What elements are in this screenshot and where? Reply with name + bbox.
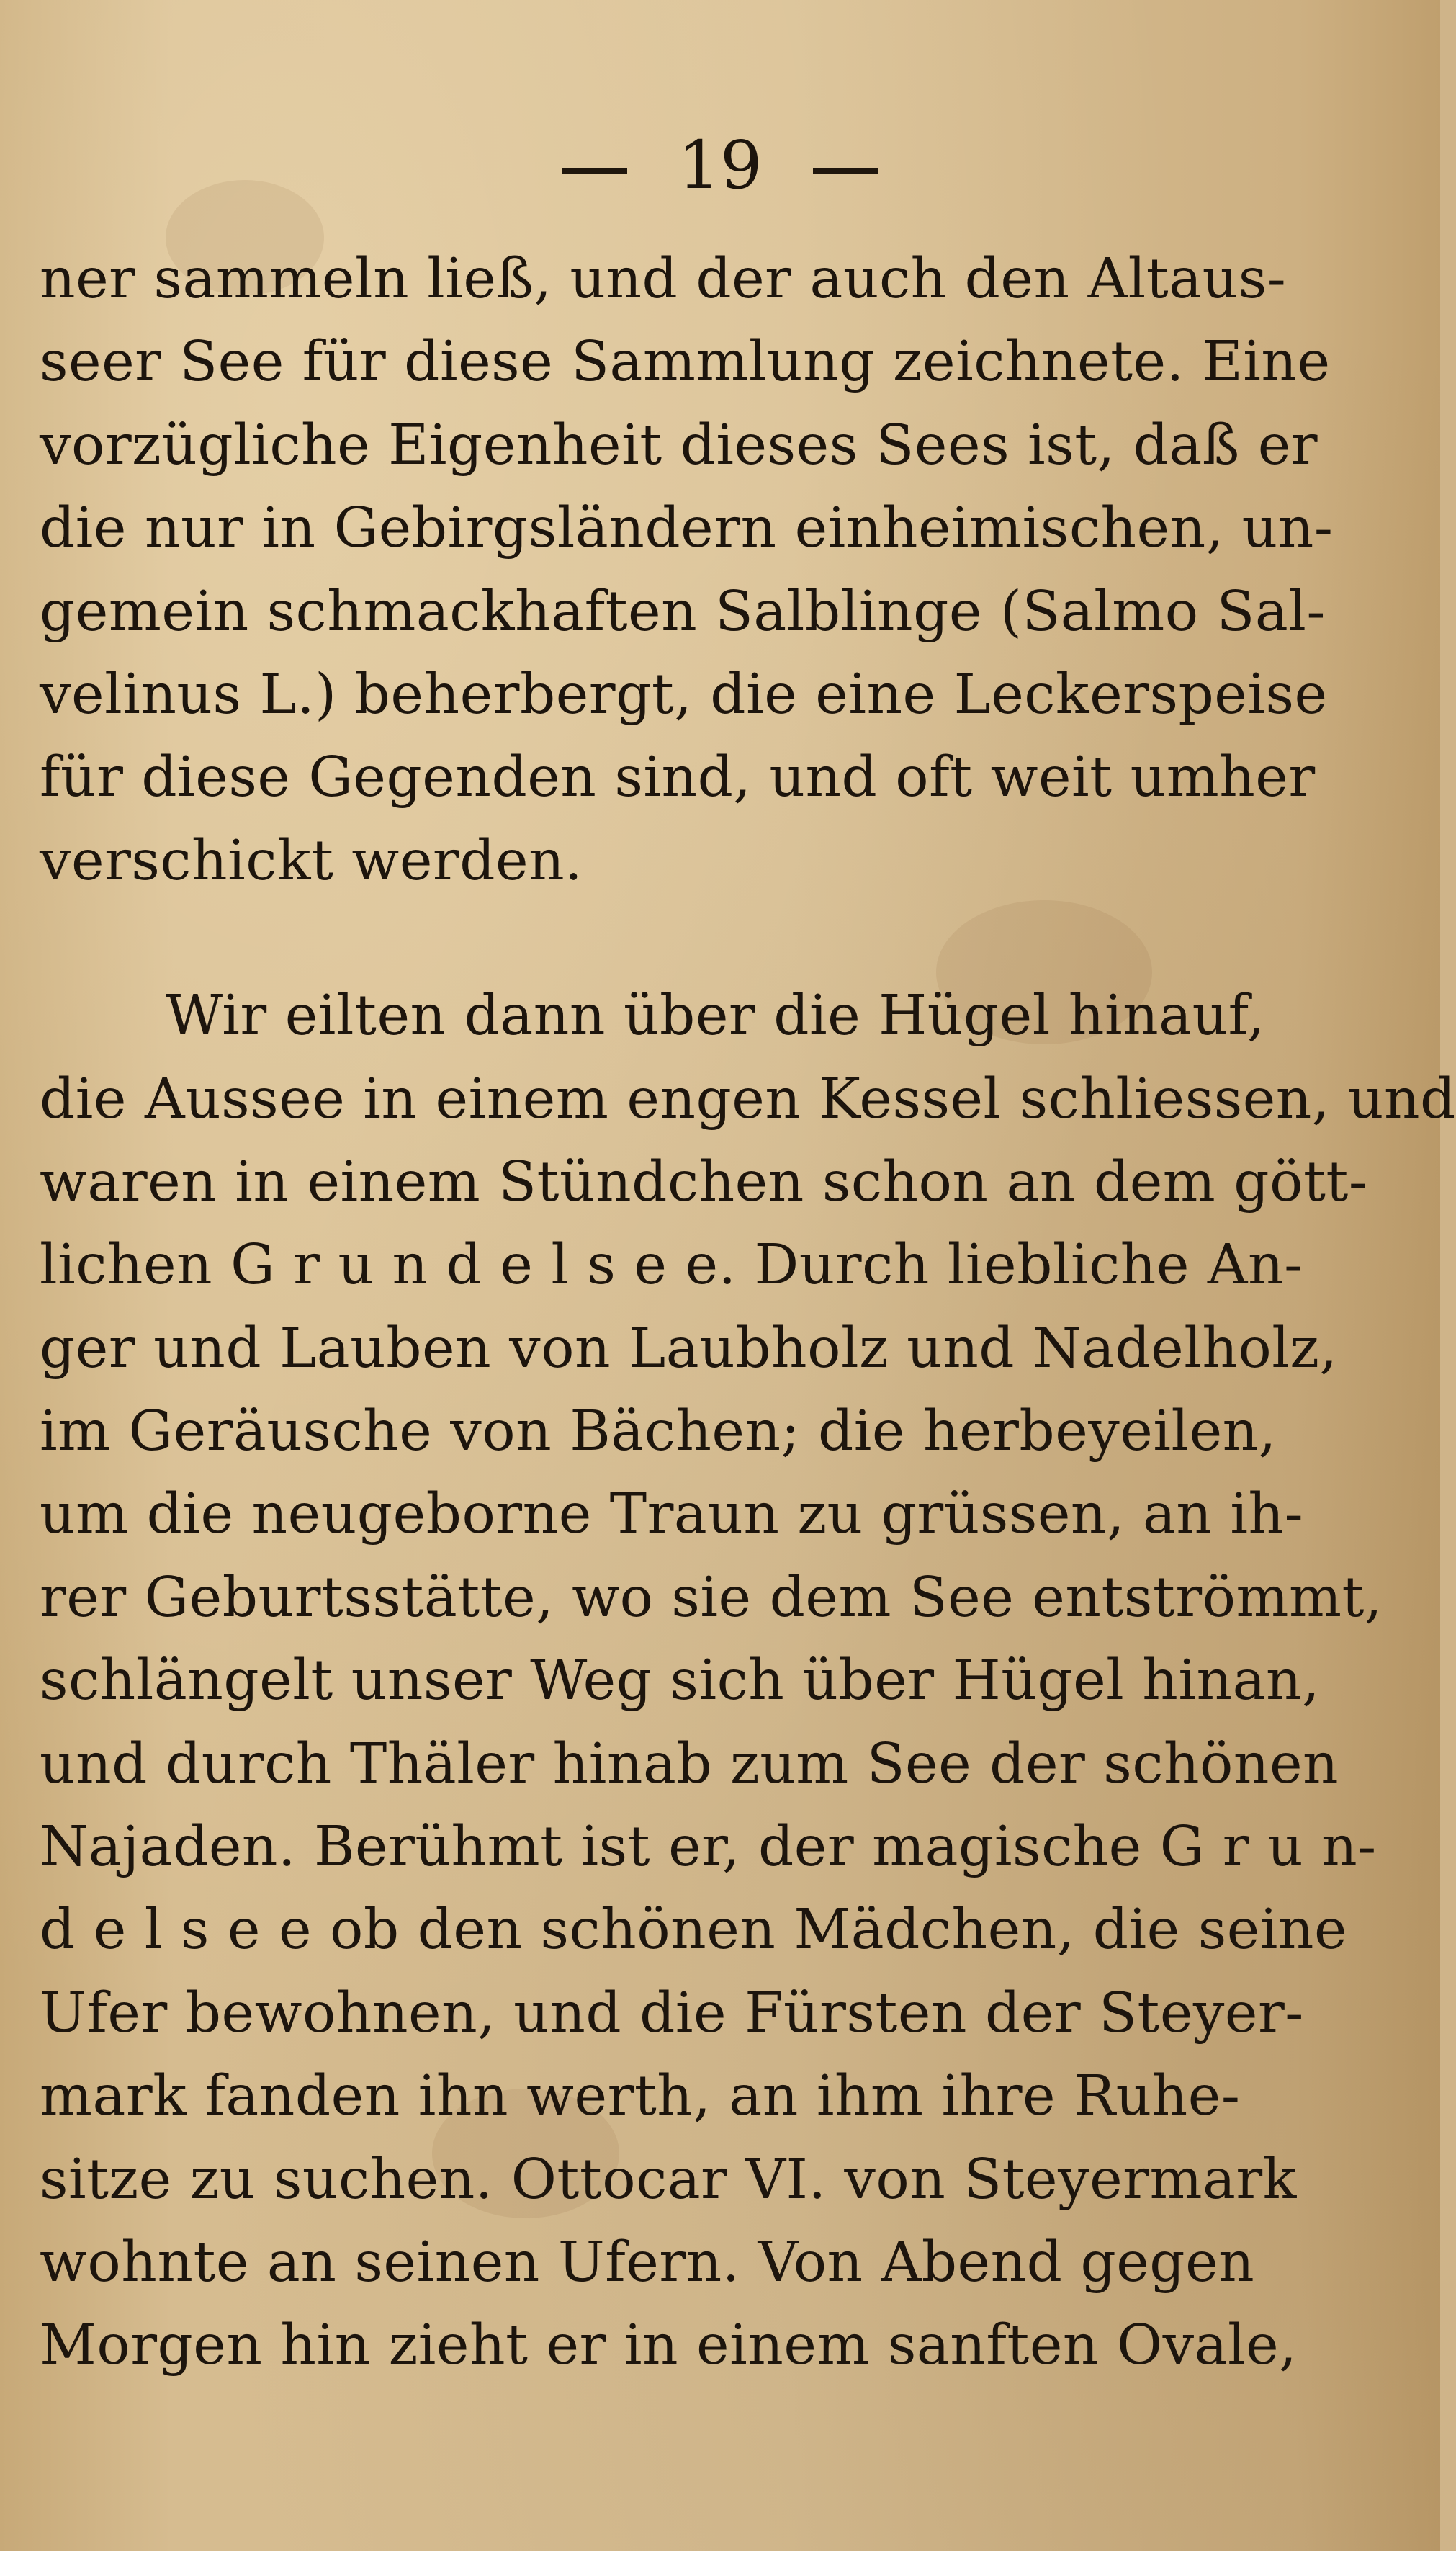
text-line: die Aussee in einem engen Kessel schliessen, und	[40, 1067, 1456, 1131]
text-line: um die neugeborne Traun zu grüssen, an ih-	[40, 1482, 1304, 1547]
text-line: rer Geburtsstätte, wo sie dem See entströmmt,	[40, 1565, 1383, 1630]
header-dash-left	[562, 168, 627, 174]
page-header	[0, 126, 1440, 205]
text-line: vorzügliche Eigenheit dieses Sees ist, daß er	[40, 413, 1318, 478]
text-line: velinus L.) beherbergt, die eine Leckerspeise	[40, 662, 1328, 727]
text-line: wohnte an seinen Ufern. Von Abend gegen	[40, 2230, 1255, 2295]
text-line: die nur in Gebirgsländern einheimischen, un-	[40, 496, 1334, 561]
body-text	[40, 238, 1456, 2388]
text-line: für diese Gegenden sind, und oft weit umher	[40, 745, 1316, 810]
text-line: ger und Lauben von Laubholz und Nadelholz,	[40, 1316, 1338, 1381]
text-line: schlängelt unser Weg sich über Hügel hinan,	[40, 1649, 1321, 1713]
text-line: und durch Thäler hinab zum See der schönen	[40, 1731, 1339, 1796]
text-line: gemein schmackhaften Salblinge (Salmo Sal-	[40, 579, 1326, 644]
text-line: d e l s e e ob den schönen Mädchen, die seine	[40, 1898, 1348, 1963]
text-line: im Geräusche von Bächen; die herbeyeilen,	[40, 1399, 1277, 1464]
page-number: 19	[678, 127, 763, 204]
text-line: ner sammeln ließ, und der auch den Altaus-	[40, 247, 1287, 311]
text-line: Wir eilten dann über die Hügel hinauf,	[166, 984, 1265, 1049]
text-line: sitze zu suchen. Ottocar VI. von Steyermark	[40, 2147, 1297, 2212]
text-line: seer See für diese Sammlung zeichnete. Eine	[40, 330, 1331, 395]
paragraph-1	[40, 238, 1334, 902]
text-line: mark fanden ihn werth, an ihm ihre Ruhe-	[40, 2064, 1241, 2129]
text-line: waren in einem Stündchen schon an dem gött-	[40, 1149, 1368, 1214]
paragraph-2	[40, 974, 1456, 2388]
text-line: Morgen hin zieht er in einem sanften Ovale,	[40, 2313, 1298, 2378]
text-line: lichen G r u n d e l s e e. Durch liebliche An-	[40, 1233, 1303, 1298]
text-line: Ufer bewohnen, und die Fürsten der Steyer-	[40, 1981, 1304, 2045]
text-line: verschickt werden.	[40, 828, 583, 893]
text-line: Najaden. Berühmt ist er, der magische G r u n-	[40, 1815, 1377, 1880]
header-dash-right	[813, 168, 878, 174]
paragraph-gap	[40, 902, 1203, 974]
